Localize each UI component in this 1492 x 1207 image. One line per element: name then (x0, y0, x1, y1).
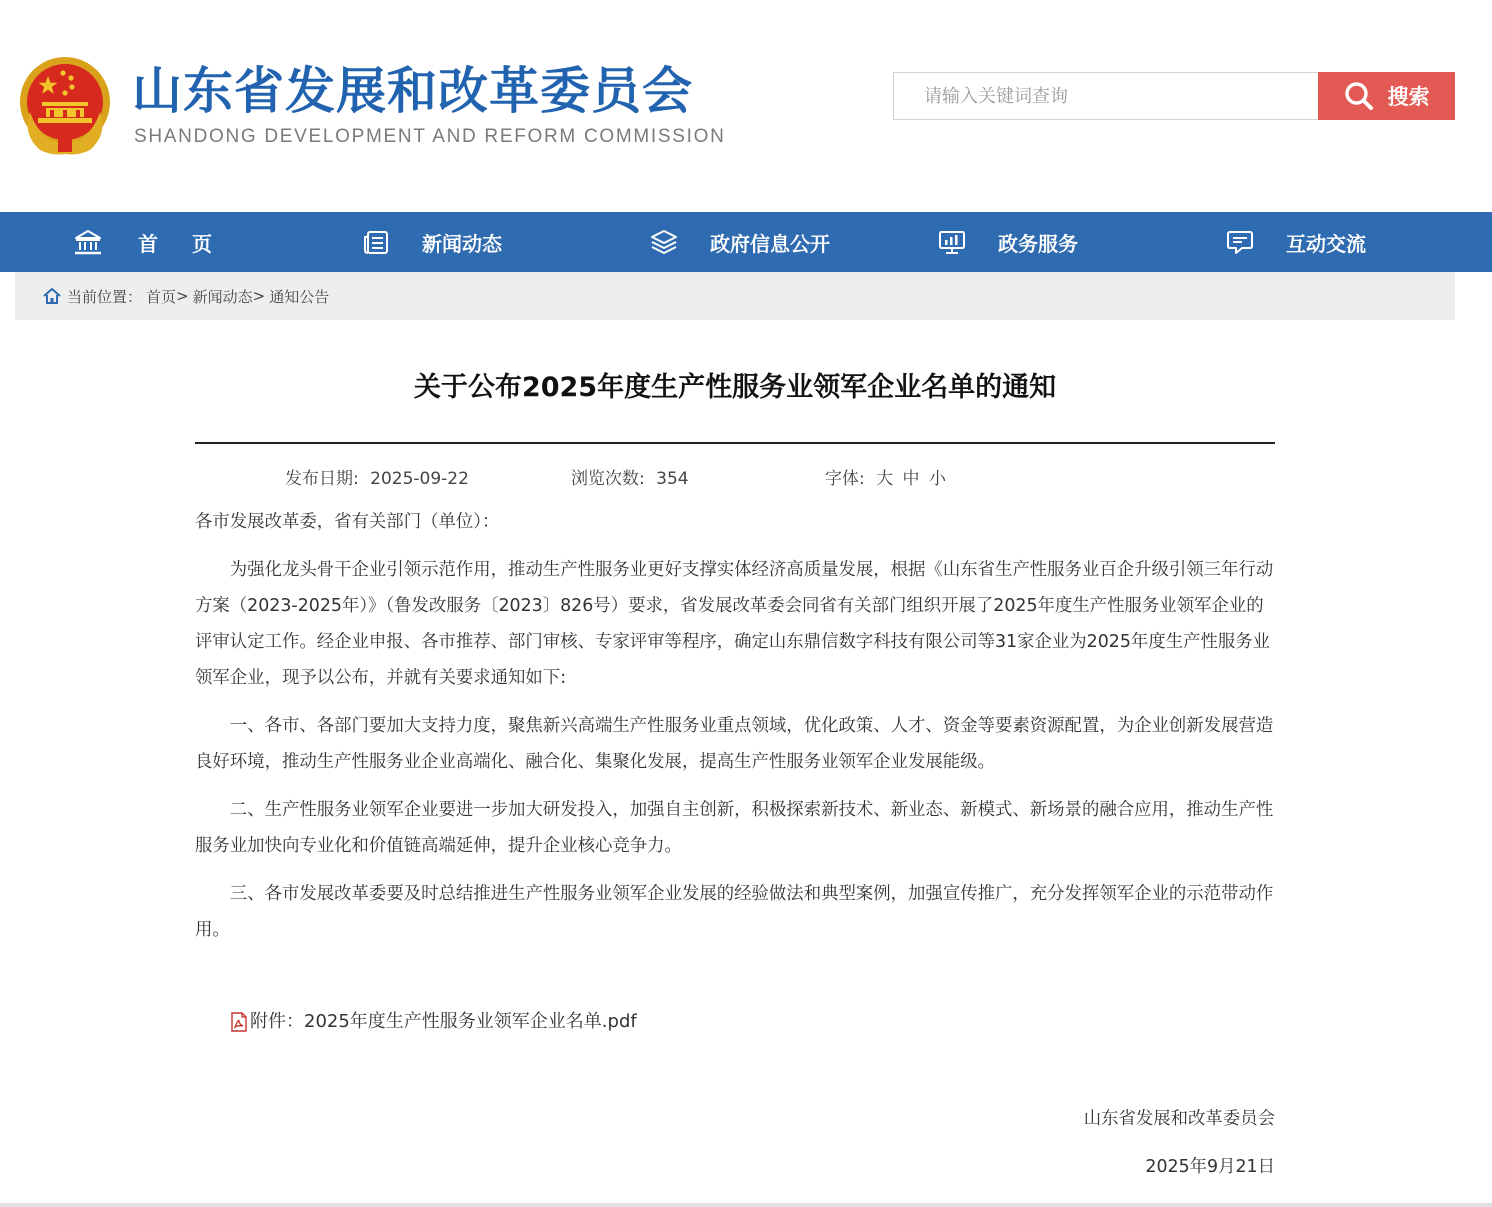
news-list-icon (362, 228, 390, 256)
publish-date-value: 2025-09-22 (370, 469, 469, 489)
issuer-signature: 山东省发展和改革委员会 (1083, 1109, 1275, 1129)
nav-item-gov-info[interactable] (650, 212, 830, 272)
article-paragraph: 二、生产性服务业领军企业要进一步加大研发投入，加强自主创新，积极探索新技术、新业态、新模式、新场景的融合应用，推动生产性服务业加快向专业化和价值链高端延伸，提升企业核心竞争力。 (195, 800, 1274, 856)
monitor-chart-icon (938, 228, 966, 256)
font-size-medium[interactable]: 中 (902, 469, 920, 489)
publish-date (285, 467, 469, 491)
site-title: 山东省发展和改革委员会 (132, 62, 693, 120)
article-greeting: 各市发展改革委，省有关部门（单位）： (195, 512, 500, 532)
view-count-value: 354 (656, 469, 689, 489)
nav-label-home: 首页 (138, 231, 246, 256)
search-input[interactable] (893, 72, 1318, 120)
breadcrumb-separator: > (252, 287, 266, 305)
breadcrumb-separator: > (176, 287, 189, 305)
breadcrumb-link-notices[interactable]: 通知公告 (269, 287, 330, 306)
breadcrumb-link-news[interactable]: 新闻动态 (192, 287, 253, 306)
bank-building-icon (74, 228, 102, 256)
home-icon (43, 288, 61, 304)
breadcrumb-prefix: 当前位置： (67, 287, 143, 306)
font-size-large[interactable]: 大 (876, 469, 894, 489)
chat-bubble-icon (1226, 228, 1254, 256)
site-subtitle: SHANDONG DEVELOPMENT AND REFORM COMMISSION (134, 126, 726, 147)
search-button-label: 搜索 (1387, 85, 1430, 109)
search-button[interactable] (1318, 72, 1455, 120)
font-size-selector (825, 467, 950, 491)
nav-label-services: 政务服务 (998, 231, 1078, 256)
breadcrumb-link-home[interactable]: 首页 (146, 287, 177, 306)
layers-icon (650, 228, 678, 256)
view-count-label: 浏览次数: (571, 469, 645, 489)
attachment-link[interactable] (230, 1008, 637, 1036)
issue-date: 2025年9月21日 (1145, 1157, 1275, 1177)
nav-label-gov-info: 政府信息公开 (710, 231, 830, 256)
title-divider (195, 442, 1275, 444)
attachment-label: 附件：2025年度生产性服务业领军企业名单.pdf (250, 1011, 637, 1032)
article-paragraph: 为强化龙头骨干企业引领示范作用，推动生产性服务业更好支撑实体经济高质量发展，根据《山东省生产性服务业百企升级引领三年行动方案（2023-2025年）》（鲁发改服务〔2023〕826号）要求，省发展改革委会同省有关部门组织开展了2025年度生产性服务业领军企业的评审认定工作。经企业申报、各市推荐、部门审核、专家评审等程序，确定山东鼎信数字科技有限公司等31家企业为2025年度生产性服务业领军企业，现予以公布，并就有关要求通知如下: (195, 560, 1274, 688)
publish-date-label: 发布日期: (285, 469, 359, 489)
font-size-label: 字体: (825, 469, 865, 489)
nav-item-services[interactable] (938, 212, 1078, 272)
article-title: 关于公布2025年度生产性服务业领军企业名单的通知 (413, 372, 1057, 403)
breadcrumb (15, 272, 1455, 320)
bottom-divider (0, 1203, 1492, 1207)
search-icon (1344, 81, 1374, 111)
nav-label-interaction: 互动交流 (1286, 231, 1366, 256)
article-body (195, 504, 1275, 960)
nav-item-news[interactable] (362, 212, 502, 272)
site-header (0, 0, 1492, 212)
nav-item-home[interactable] (74, 212, 246, 272)
main-nav (0, 212, 1492, 272)
nav-item-interaction[interactable] (1226, 212, 1366, 272)
font-size-small[interactable]: 小 (928, 469, 946, 489)
nav-label-news: 新闻动态 (422, 231, 502, 256)
article-paragraph: 一、各市、各部门要加大支持力度，聚焦新兴高端生产性服务业重点领域，优化政策、人才、资金等要素资源配置，为企业创新发展营造良好环境，推动生产性服务业企业高端化、融合化、集聚化发展，提高生产性服务业领军企业发展能级。 (195, 716, 1274, 772)
article-paragraph: 三、各市发展改革委要及时总结推进生产性服务业领军企业发展的经验做法和典型案例，加强宣传推广，充分发挥领军企业的示范带动作用。 (195, 884, 1274, 940)
national-emblem-icon (18, 54, 112, 158)
view-count (571, 467, 689, 491)
pdf-file-icon (230, 1012, 248, 1032)
